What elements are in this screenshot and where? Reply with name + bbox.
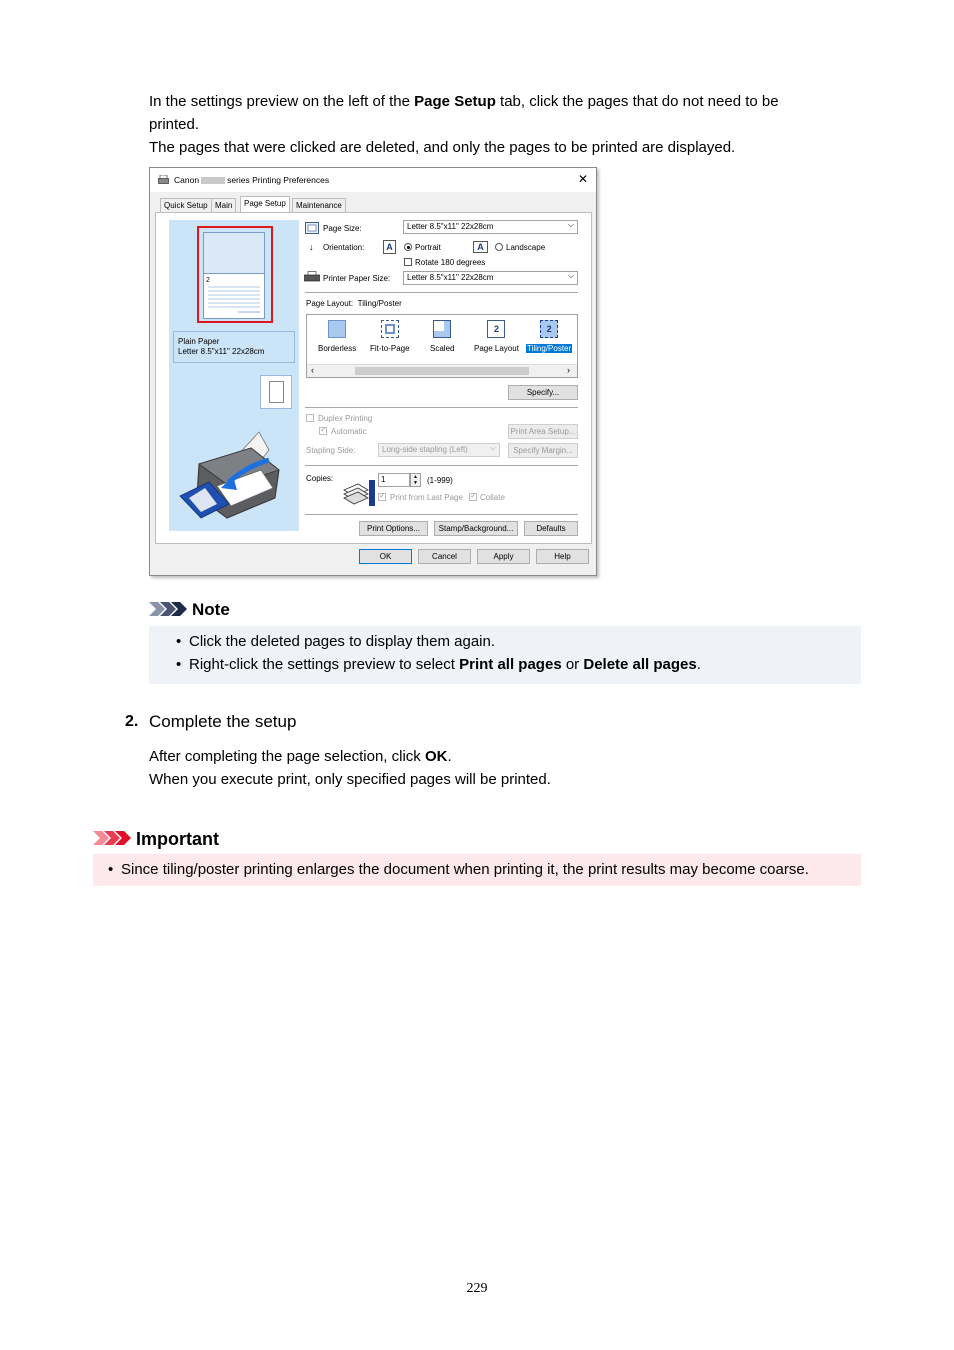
printer-illustration-icon	[177, 426, 295, 522]
printer-icon	[158, 175, 169, 185]
print-all-pages-term: Print all pages	[459, 656, 562, 673]
portrait-icon: A	[383, 240, 396, 254]
cancel-button[interactable]: Cancel	[418, 549, 471, 564]
page-number: 229	[466, 1281, 488, 1296]
stamp-background-button[interactable]: Stamp/Background...	[434, 521, 518, 536]
copies-order-icon	[369, 480, 375, 506]
important-chevrons-icon	[93, 830, 133, 846]
layout-scaled[interactable]: Scaled	[429, 317, 455, 353]
automatic-checkbox[interactable]: ✓	[320, 425, 327, 434]
separator	[305, 407, 578, 408]
copies-spinner[interactable]: ▲ ▼	[410, 473, 421, 487]
media-info: Plain Paper Letter 8.5"x11" 22x28cm	[173, 331, 295, 363]
tab-main[interactable]: Main	[211, 198, 236, 212]
defaults-button[interactable]: Defaults	[524, 521, 578, 536]
rotate-180-checkbox[interactable]	[404, 258, 412, 266]
orientation-label: Orientation:	[323, 243, 365, 252]
tab-quick-setup[interactable]: Quick Setup	[160, 198, 212, 212]
collate-checkbox[interactable]: ✓	[470, 491, 477, 500]
step-line-1: After completing the page selection, click OK.	[149, 748, 452, 765]
paper-orientation-icon	[260, 375, 292, 409]
separator	[305, 465, 578, 466]
duplex-printing-checkbox[interactable]	[306, 414, 314, 422]
specify-margin-button[interactable]: Specify Margin...	[508, 443, 578, 458]
printer-paper-size-icon	[304, 271, 320, 283]
page-layout-label: Page Layout: Tiling/Poster	[306, 299, 402, 308]
intro-line-3: The pages that were clicked are deleted, and only the pages to be printed are displayed.	[149, 139, 736, 156]
apply-button[interactable]: Apply	[477, 549, 530, 564]
intro-text	[149, 90, 839, 159]
note-item-1: • Click the deleted pages to display them again.	[189, 632, 495, 652]
collate-label: Collate	[480, 493, 505, 502]
delete-all-pages-term: Delete all pages	[583, 656, 697, 673]
dialog-titlebar	[150, 168, 596, 192]
specify-button[interactable]: Specify...	[508, 385, 578, 400]
help-button[interactable]: Help	[536, 549, 589, 564]
stapling-side-label: Stapling Side:	[306, 446, 356, 455]
orientation-arrow-icon: ↓	[309, 242, 314, 252]
rotate-180-label: Rotate 180 degrees	[415, 258, 486, 267]
print-from-last-page-checkbox[interactable]: ✓	[379, 491, 386, 500]
note-chevrons-icon	[149, 601, 189, 617]
tab-maintenance[interactable]: Maintenance	[292, 198, 346, 212]
borderless-icon	[328, 320, 346, 338]
landscape-icon: A	[473, 241, 488, 253]
page-size-select[interactable]: Letter 8.5"x11" 22x28cm ⌵	[403, 220, 578, 234]
intro-line-1: In the settings preview on the left of the Page Setup tab, click the pages that do not need to be	[149, 93, 779, 110]
important-title: Important	[136, 829, 219, 849]
copies-input[interactable]: 1	[378, 473, 410, 487]
dialog-title: Canon series Printing Preferences	[174, 175, 330, 185]
close-icon[interactable]: ✕	[577, 172, 588, 186]
page-setup-term: Page Setup	[414, 93, 496, 110]
landscape-label: Landscape	[506, 243, 546, 252]
scroll-thumb[interactable]	[355, 367, 529, 375]
scroll-right-icon[interactable]: ›	[567, 365, 570, 375]
ok-button[interactable]: OK	[359, 549, 412, 564]
landscape-radio[interactable]	[495, 243, 503, 251]
ok-term: OK	[424, 748, 448, 765]
tab-page-setup[interactable]: Page Setup	[240, 196, 290, 213]
preview-page[interactable]	[203, 232, 265, 319]
page-layout-icon: 2	[487, 320, 505, 338]
note-item-2: • Right-click the settings preview to select Print all pages or Delete all pages.	[189, 655, 701, 675]
fit-to-page-icon	[381, 320, 399, 338]
preview-page-number: 2	[206, 277, 210, 284]
automatic-label: Automatic	[331, 427, 367, 436]
print-options-button[interactable]: Print Options...	[359, 521, 428, 536]
portrait-label: Portrait	[415, 243, 441, 252]
stapling-side-select[interactable]: Long-side stapling (Left) ⌵	[378, 443, 500, 457]
page-size-label: Page Size:	[323, 224, 362, 233]
preview-text-lines	[208, 285, 260, 315]
scaled-icon	[433, 320, 451, 338]
copies-stack-icon	[342, 480, 370, 506]
step-body	[149, 745, 839, 791]
copies-label: Copies:	[306, 474, 334, 483]
layout-page-layout[interactable]: 2 Page Layout	[473, 317, 520, 353]
layout-borderless[interactable]: Borderless	[317, 317, 357, 353]
tiling-poster-icon: 2	[540, 320, 558, 338]
scroll-left-icon[interactable]: ‹	[311, 365, 314, 375]
separator	[305, 292, 578, 293]
intro-line-2: printed.	[149, 116, 200, 133]
layout-scrollbar[interactable]	[307, 364, 577, 377]
page-layout-list	[306, 314, 578, 378]
page-size-icon	[305, 222, 319, 234]
preview-page-deleted-half[interactable]	[204, 233, 264, 274]
layout-tiling-poster[interactable]: 2 Tiling/Poster	[526, 317, 572, 353]
step-line-2: When you execute print, only specified pages will be printed.	[149, 771, 551, 788]
separator	[305, 514, 578, 515]
portrait-radio[interactable]	[404, 243, 412, 251]
layout-fit-to-page[interactable]: Fit-to-Page	[369, 317, 411, 353]
note-title: Note	[192, 600, 230, 619]
settings-preview[interactable]	[169, 220, 299, 531]
printer-paper-size-label: Printer Paper Size:	[323, 274, 391, 283]
copies-range: (1-999)	[427, 476, 453, 485]
print-from-last-page-label: Print from Last Page	[390, 493, 463, 502]
duplex-printing-label: Duplex Printing	[318, 414, 373, 423]
important-item-1: • Since tiling/poster printing enlarges the document when printing it, the print results may become coarse.	[121, 860, 809, 880]
print-area-setup-button[interactable]: Print Area Setup...	[508, 424, 578, 439]
step-title: Complete the setup	[149, 712, 297, 731]
printer-paper-size-select[interactable]: Letter 8.5"x11" 22x28cm ⌵	[403, 271, 578, 285]
step-number: 2.	[125, 713, 139, 730]
